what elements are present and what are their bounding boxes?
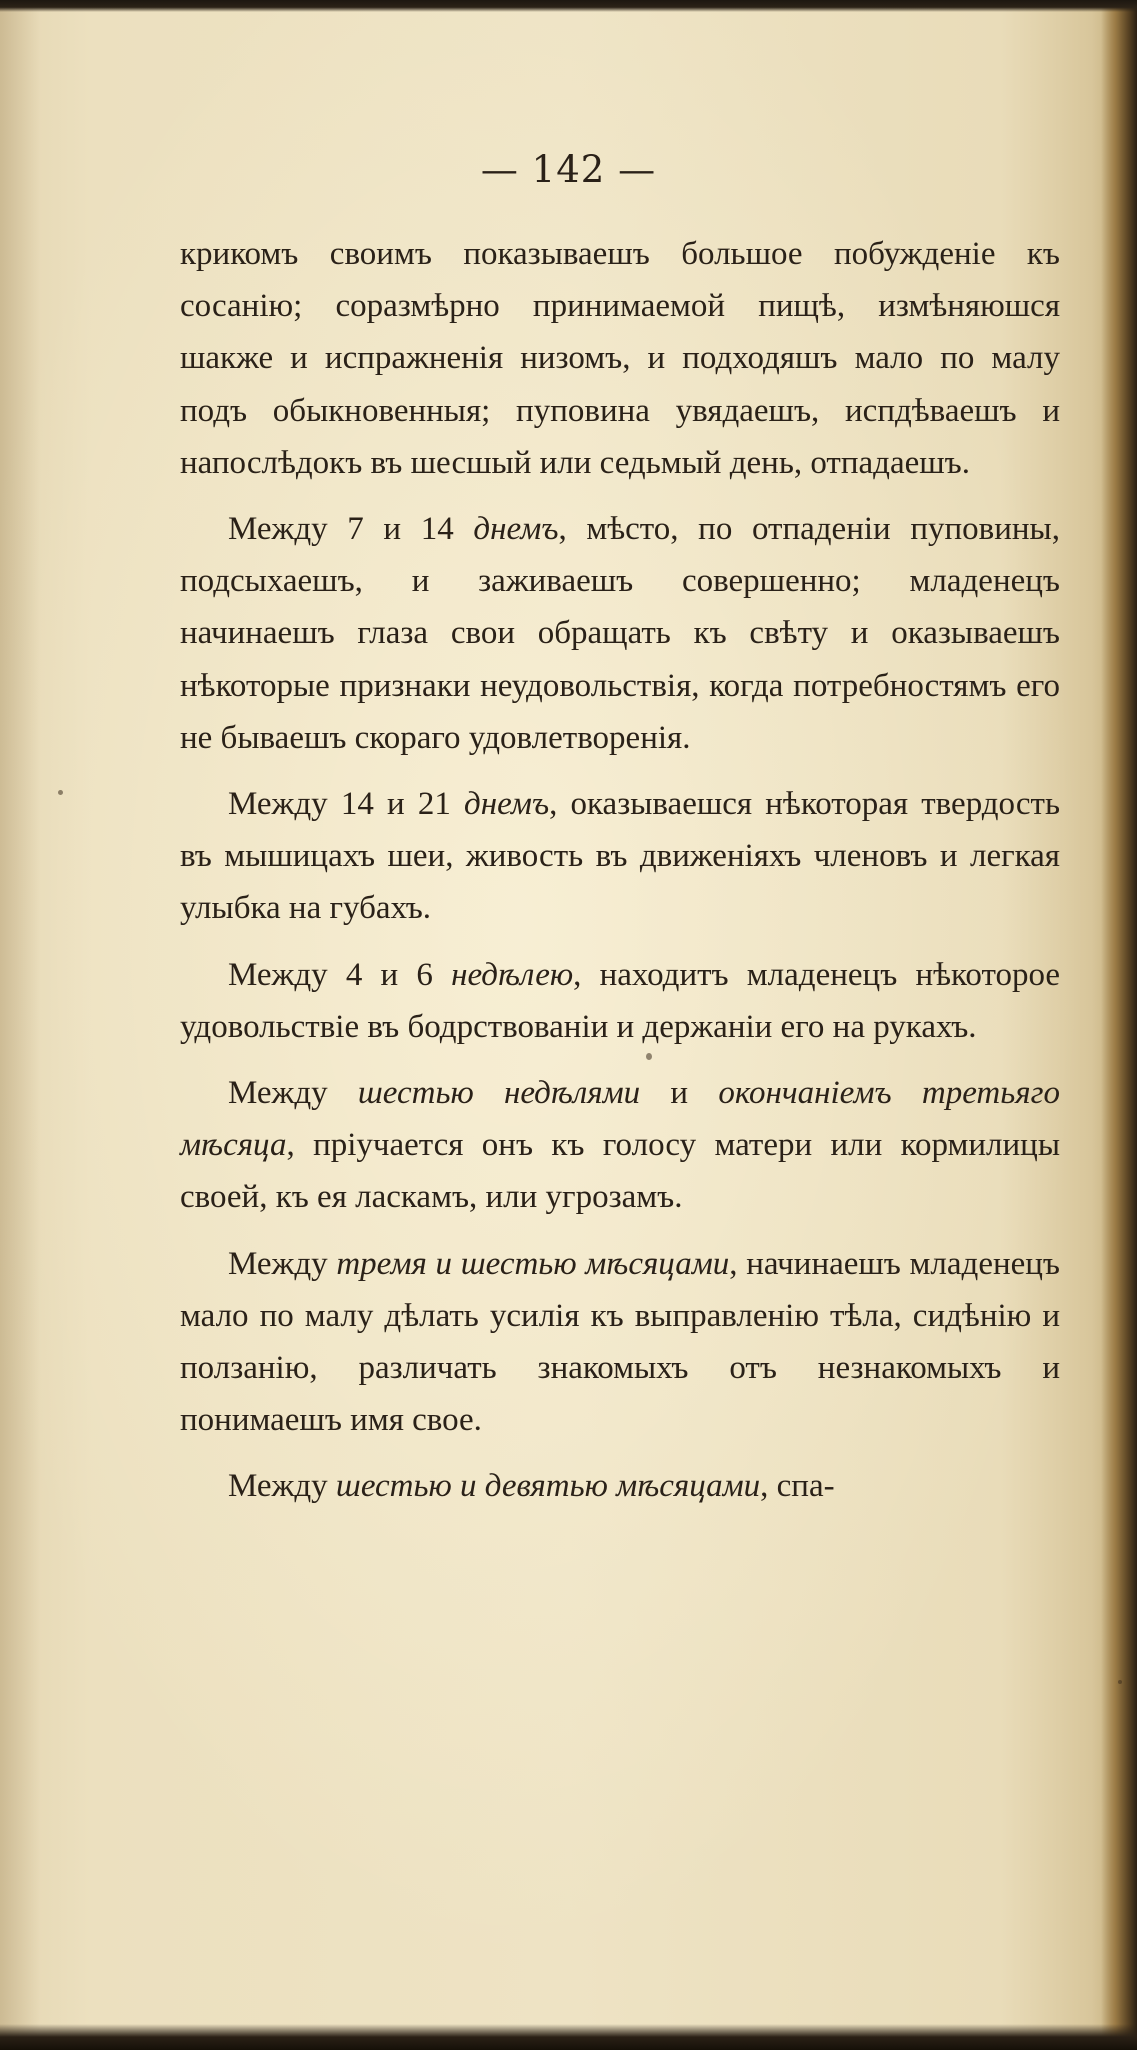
paragraph [180,949,1060,1053]
paragraph [180,1460,1060,1512]
page-binding-edge [1101,0,1137,2050]
page-number: — 142 — [480,148,657,191]
text-run: Между 14 и 21 [228,786,465,823]
text-run: Между [228,1075,358,1112]
paragraph [180,503,1060,764]
text-run: , спа- [760,1468,835,1505]
italic-run: недѣлею [451,956,574,993]
italic-run: тремя и шестью мѣсяцами [336,1245,730,1282]
body-text [180,228,1060,1513]
italic-run: днемъ [464,786,550,823]
italic-run: днемъ [473,511,559,548]
page-top-edge [0,0,1137,12]
paper-speck [58,790,63,795]
paper-speck [1118,1680,1122,1684]
text-run: и [640,1075,719,1112]
text-run: , находитъ младенецъ нѣкоторое удовольствіе въ бодрствованіи и держаніи его на рукахъ. [180,956,1060,1045]
italic-run: шестью недѣлями [357,1075,641,1112]
text-run: , мѣсто, по отпаденіи пуповины, подсыхаешъ, и заживаешъ совершенно; младенецъ начинаешъ глаза свои обращать къ свѣту и оказываешъ нѣкоторые признаки неудовольствія, когда потребностямъ его не бываешъ скораго удовлетворенія. [180,511,1060,756]
text-run: Между [228,1468,336,1505]
italic-run: окончаніемъ третьяго мѣсяца [180,1075,1060,1164]
paragraph [180,228,1060,489]
text-run: Между [228,1245,337,1282]
text-run: Между 4 и 6 [228,956,452,993]
text-run: , оказываешся нѣкоторая твердость въ мышицахъ шеи, живость въ движеніяхъ членовъ и легкая улыбка на губахъ. [180,786,1060,927]
paragraph [180,778,1060,935]
page-left-shade [0,0,40,2050]
page-bottom-edge [0,2024,1137,2050]
text-run: , начинаешъ младенецъ мало по малу дѣлать усилія къ выправленію тѣла, сидѣнію и ползанію, различать знакомыхъ отъ незнакомыхъ и понимаешъ имя свое. [180,1245,1060,1439]
text-run: крикомъ своимъ показываешъ большое побужденіе къ сосанію; соразмѣрно принимаемой пищѣ, измѣняюшся шакже и испражненія низомъ, и подходяшъ мало по малу подъ обыкновенныя; пуповина увядаешъ, испдѣваешъ и напослѣдокъ въ шесшый или седьмый день, отпадаешъ. [180,236,1060,481]
paragraph [180,1067,1060,1224]
text-run: Между 7 и 14 [228,511,474,548]
text-run: , пріучается онъ къ голосу матери или кормилицы своей, къ ея ласкамъ, или угрозамъ. [180,1127,1060,1216]
italic-run: шестью и девятью мѣсяцами [335,1468,761,1505]
paragraph [180,1238,1060,1447]
paper-speck [646,1053,652,1060]
